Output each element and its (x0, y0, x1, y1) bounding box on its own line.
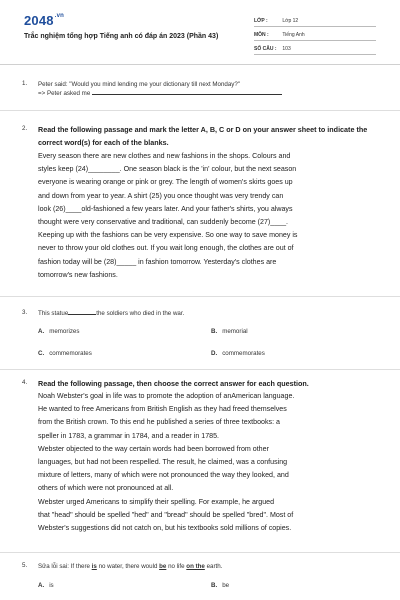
option-a[interactable] (38, 582, 54, 589)
passage-line: Keeping up with the fashions can be very expensive. So one way to save money is (38, 231, 298, 240)
meta-label: SỐ CÂU : (254, 46, 277, 52)
passage-line: fashion today will be (28)_____ in fashion tomorrow. Yesterday's clothes are (38, 257, 277, 266)
option-letter: A. (38, 328, 45, 335)
meta-label: MÔN : (254, 32, 269, 38)
document-header (0, 0, 400, 66)
question-prompt: => Peter asked me (38, 90, 91, 97)
meta-value: Lớp 12 (282, 18, 299, 24)
passage-line: Every season there are new clothes and new fashions in the shops. Colours and (38, 152, 291, 160)
meta-question-count (254, 46, 291, 52)
option-letter: A. (38, 582, 45, 589)
meta-class (254, 18, 298, 24)
question-divider (0, 369, 400, 370)
underlined-part-b: be (159, 563, 167, 570)
option-text: is (49, 582, 54, 589)
header-divider (0, 64, 400, 65)
option-text: memorizes (49, 328, 80, 335)
passage-line: Noah Webster's goal in life was to promote the adoption of anAmerican language. (38, 392, 295, 400)
option-c[interactable] (38, 350, 92, 357)
option-a[interactable] (38, 328, 79, 335)
option-text: be (222, 582, 230, 589)
passage-line: from the British crown. To this end he published a series of three textbooks: a (38, 418, 280, 427)
option-b[interactable] (211, 328, 248, 335)
question-number: 2. (22, 125, 28, 132)
passage-line: speller in 1783, a grammar in 1784, and a reader in 1785. (38, 431, 220, 440)
question-stem: the soldiers who died in the war. (96, 310, 185, 317)
question-stem: earth. (204, 563, 223, 570)
answer-blank[interactable] (92, 94, 282, 95)
underlined-part-a: is (91, 563, 97, 570)
option-letter: B. (211, 582, 218, 589)
option-d[interactable] (211, 350, 265, 357)
question-text (38, 562, 378, 571)
passage-line: that "head" should be spelled "hed" and "bread" should be spelled "bred". Most of (38, 510, 294, 519)
meta-subject (254, 32, 305, 38)
question-line: Peter said: "Would you mind lending me your dictionary till next Monday?" (38, 81, 241, 88)
option-text: memorial (222, 328, 248, 335)
answer-blank (68, 314, 96, 315)
meta-label: LỚP : (254, 18, 268, 24)
document-title: Trắc nghiệm tổng hợp Tiếng anh có đáp án 2023 (Phần 43) (24, 33, 219, 40)
passage-line: Webster objected to the way certain words had been borrowed from other (38, 444, 269, 453)
question-divider (0, 110, 400, 111)
logo-text: 2048 (24, 13, 54, 28)
passage-line: thought were very conservative and traditional, can suddenly become (27)____. (38, 218, 289, 227)
question-instruction: Read the following passage and mark the letter A, B, C or D on your answer sheet to indicate the correct word(s) for each of the blanks. (38, 125, 368, 147)
question-number: 5. (22, 562, 28, 569)
logo-tld: .vn (54, 13, 65, 19)
passage-line: everyone is wearing orange or pink or grey. The length of women's skirts goes up (38, 178, 293, 187)
site-logo[interactable] (24, 13, 64, 28)
passage-line: styles keep (24)________. One season black is the 'in' colour, but the next season (38, 165, 297, 174)
question-number: 4. (22, 379, 28, 386)
reading-passage (38, 390, 380, 535)
question-instruction: Read the following passage, then choose the correct answer for each question. (38, 379, 309, 388)
passage-line: tomorrow's new fashions. (38, 270, 118, 279)
passage-line: and down from year to year. A shirt (25) you once thought was very trendy can (38, 191, 284, 200)
option-text: commemorates (222, 350, 265, 357)
question-line (38, 89, 378, 98)
reading-passage (38, 150, 380, 282)
question-stem: no life (166, 563, 187, 570)
question-stem: Sửa lỗi sai: If there (38, 563, 92, 570)
question-text (38, 80, 378, 98)
meta-value: 103 (282, 46, 291, 52)
meta-underline (254, 54, 376, 55)
option-text: commemorates (49, 350, 92, 357)
passage-line: languages, but had not been respelled. The result, he claimed, was a confusing (38, 458, 288, 467)
question-stem: no water, there would (96, 563, 160, 570)
question-number: 1. (22, 80, 28, 87)
meta-underline (254, 26, 376, 27)
option-letter: B. (211, 328, 218, 335)
passage-line: others of which were not pronounced at all. (38, 484, 174, 493)
passage-line: Webster urged Americans to simplify their spelling. For example, he argued (38, 497, 275, 506)
question-text (38, 309, 378, 318)
option-b[interactable] (211, 582, 229, 589)
passage-line: look (26)____old-fashioned a few years later. And your father's shirts, you always (38, 204, 293, 213)
underlined-part-c: on the (186, 563, 205, 570)
question-number: 3. (22, 309, 28, 316)
option-letter: C. (38, 350, 45, 357)
question-divider (0, 552, 400, 553)
passage-line: He wanted to free Americans from British English as they had freed themselves (38, 405, 287, 414)
option-letter: D. (211, 350, 218, 357)
passage-line: mixture of letters, many of which were not pronounced the way they looked, and (38, 471, 289, 480)
passage-line: never to throw your old clothes out. If you wait long enough, the clothes are out of (38, 244, 294, 253)
question-divider (0, 296, 400, 297)
meta-underline (254, 40, 376, 41)
meta-value: Tiếng Anh (282, 32, 305, 38)
passage-line: Webster's suggestions did not catch on, but his textbooks sold millions of copies. (38, 524, 292, 533)
question-stem: This statue (38, 310, 69, 317)
